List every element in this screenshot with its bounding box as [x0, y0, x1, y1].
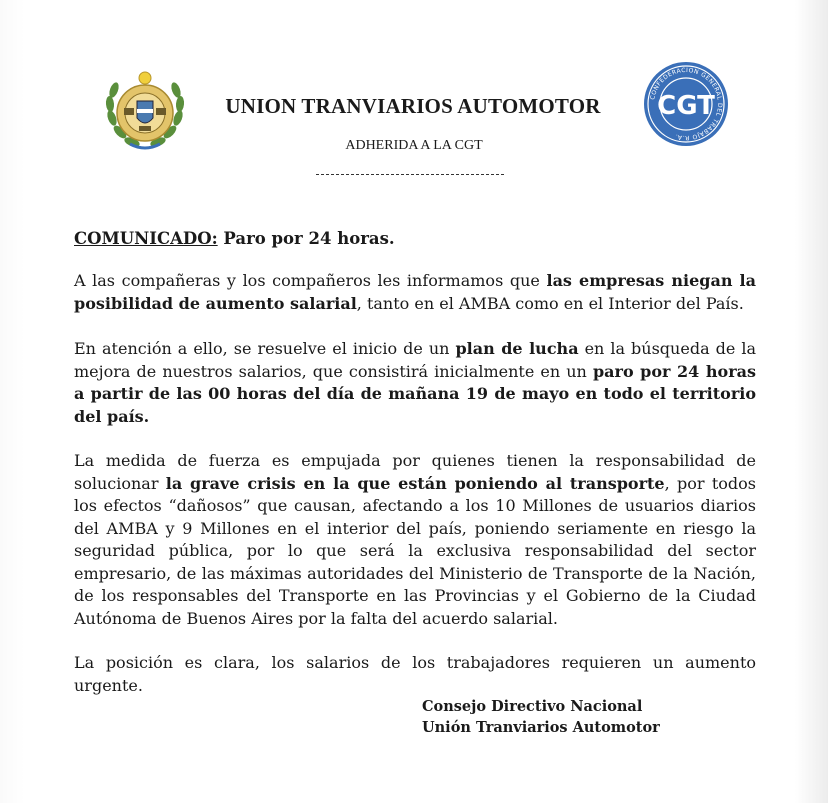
comunicado-subject: Paro por 24 horas. [217, 229, 395, 248]
header-divider [316, 174, 504, 175]
cgt-initials: CGT [657, 91, 715, 121]
paragraph-1: A las compañeras y los compañeros les informamos que las empresas niegan la posibilidad de aumento salarial, tanto en el AMBA como en el Interior del País. [74, 271, 756, 313]
comunicado-label: COMUNICADO: [74, 229, 218, 248]
comunicado-heading [74, 228, 756, 251]
affiliation-line: ADHERIDA A LA CGT [345, 138, 483, 153]
paragraph-3: La medida de fuerza es empujada por quienes tienen la responsabilidad de solucionar la grave crisis en la que están poniendo al transporte, por todos los efectos “dañosos” que causan, afectando a los 10 Millones de usuarios diarios del AMBA y 9 Millones en el interior del país, poniendo seriamente en riesgo la seguridad pública, por lo que será la exclusiva responsabilidad del sector empresario, de las máximas autoridades del Ministerio de Transporte de la Nación, de los responsables del Transporte en las Provincias y el Gobierno de la Ciudad Autónoma de Buenos Aires por la falta del acuerdo salarial. [74, 451, 756, 628]
paragraph-4: La posición es clara, los salarios de los trabajadores requieren un aumento urgente. [74, 653, 756, 695]
signature-block [422, 696, 660, 738]
signature-line-2: Unión Tranviarios Automotor [422, 719, 660, 736]
org-title: UNION TRANVIARIOS AUTOMOTOR [225, 94, 601, 118]
cgt-ring-text: CONFEDERACION GENERAL DEL TRABAJO R.A. [649, 66, 724, 142]
signature-line-1: Consejo Directivo Nacional [422, 698, 643, 715]
paragraph-2: En atención a ello, se resuelve el inicio de un plan de lucha en la búsqueda de la mejora de nuestros salarios, que consistirá inicialmente en un paro por 24 horas a partir de las 00 horas del día de mañana 19 de mayo en todo el territorio del país. [74, 339, 757, 426]
